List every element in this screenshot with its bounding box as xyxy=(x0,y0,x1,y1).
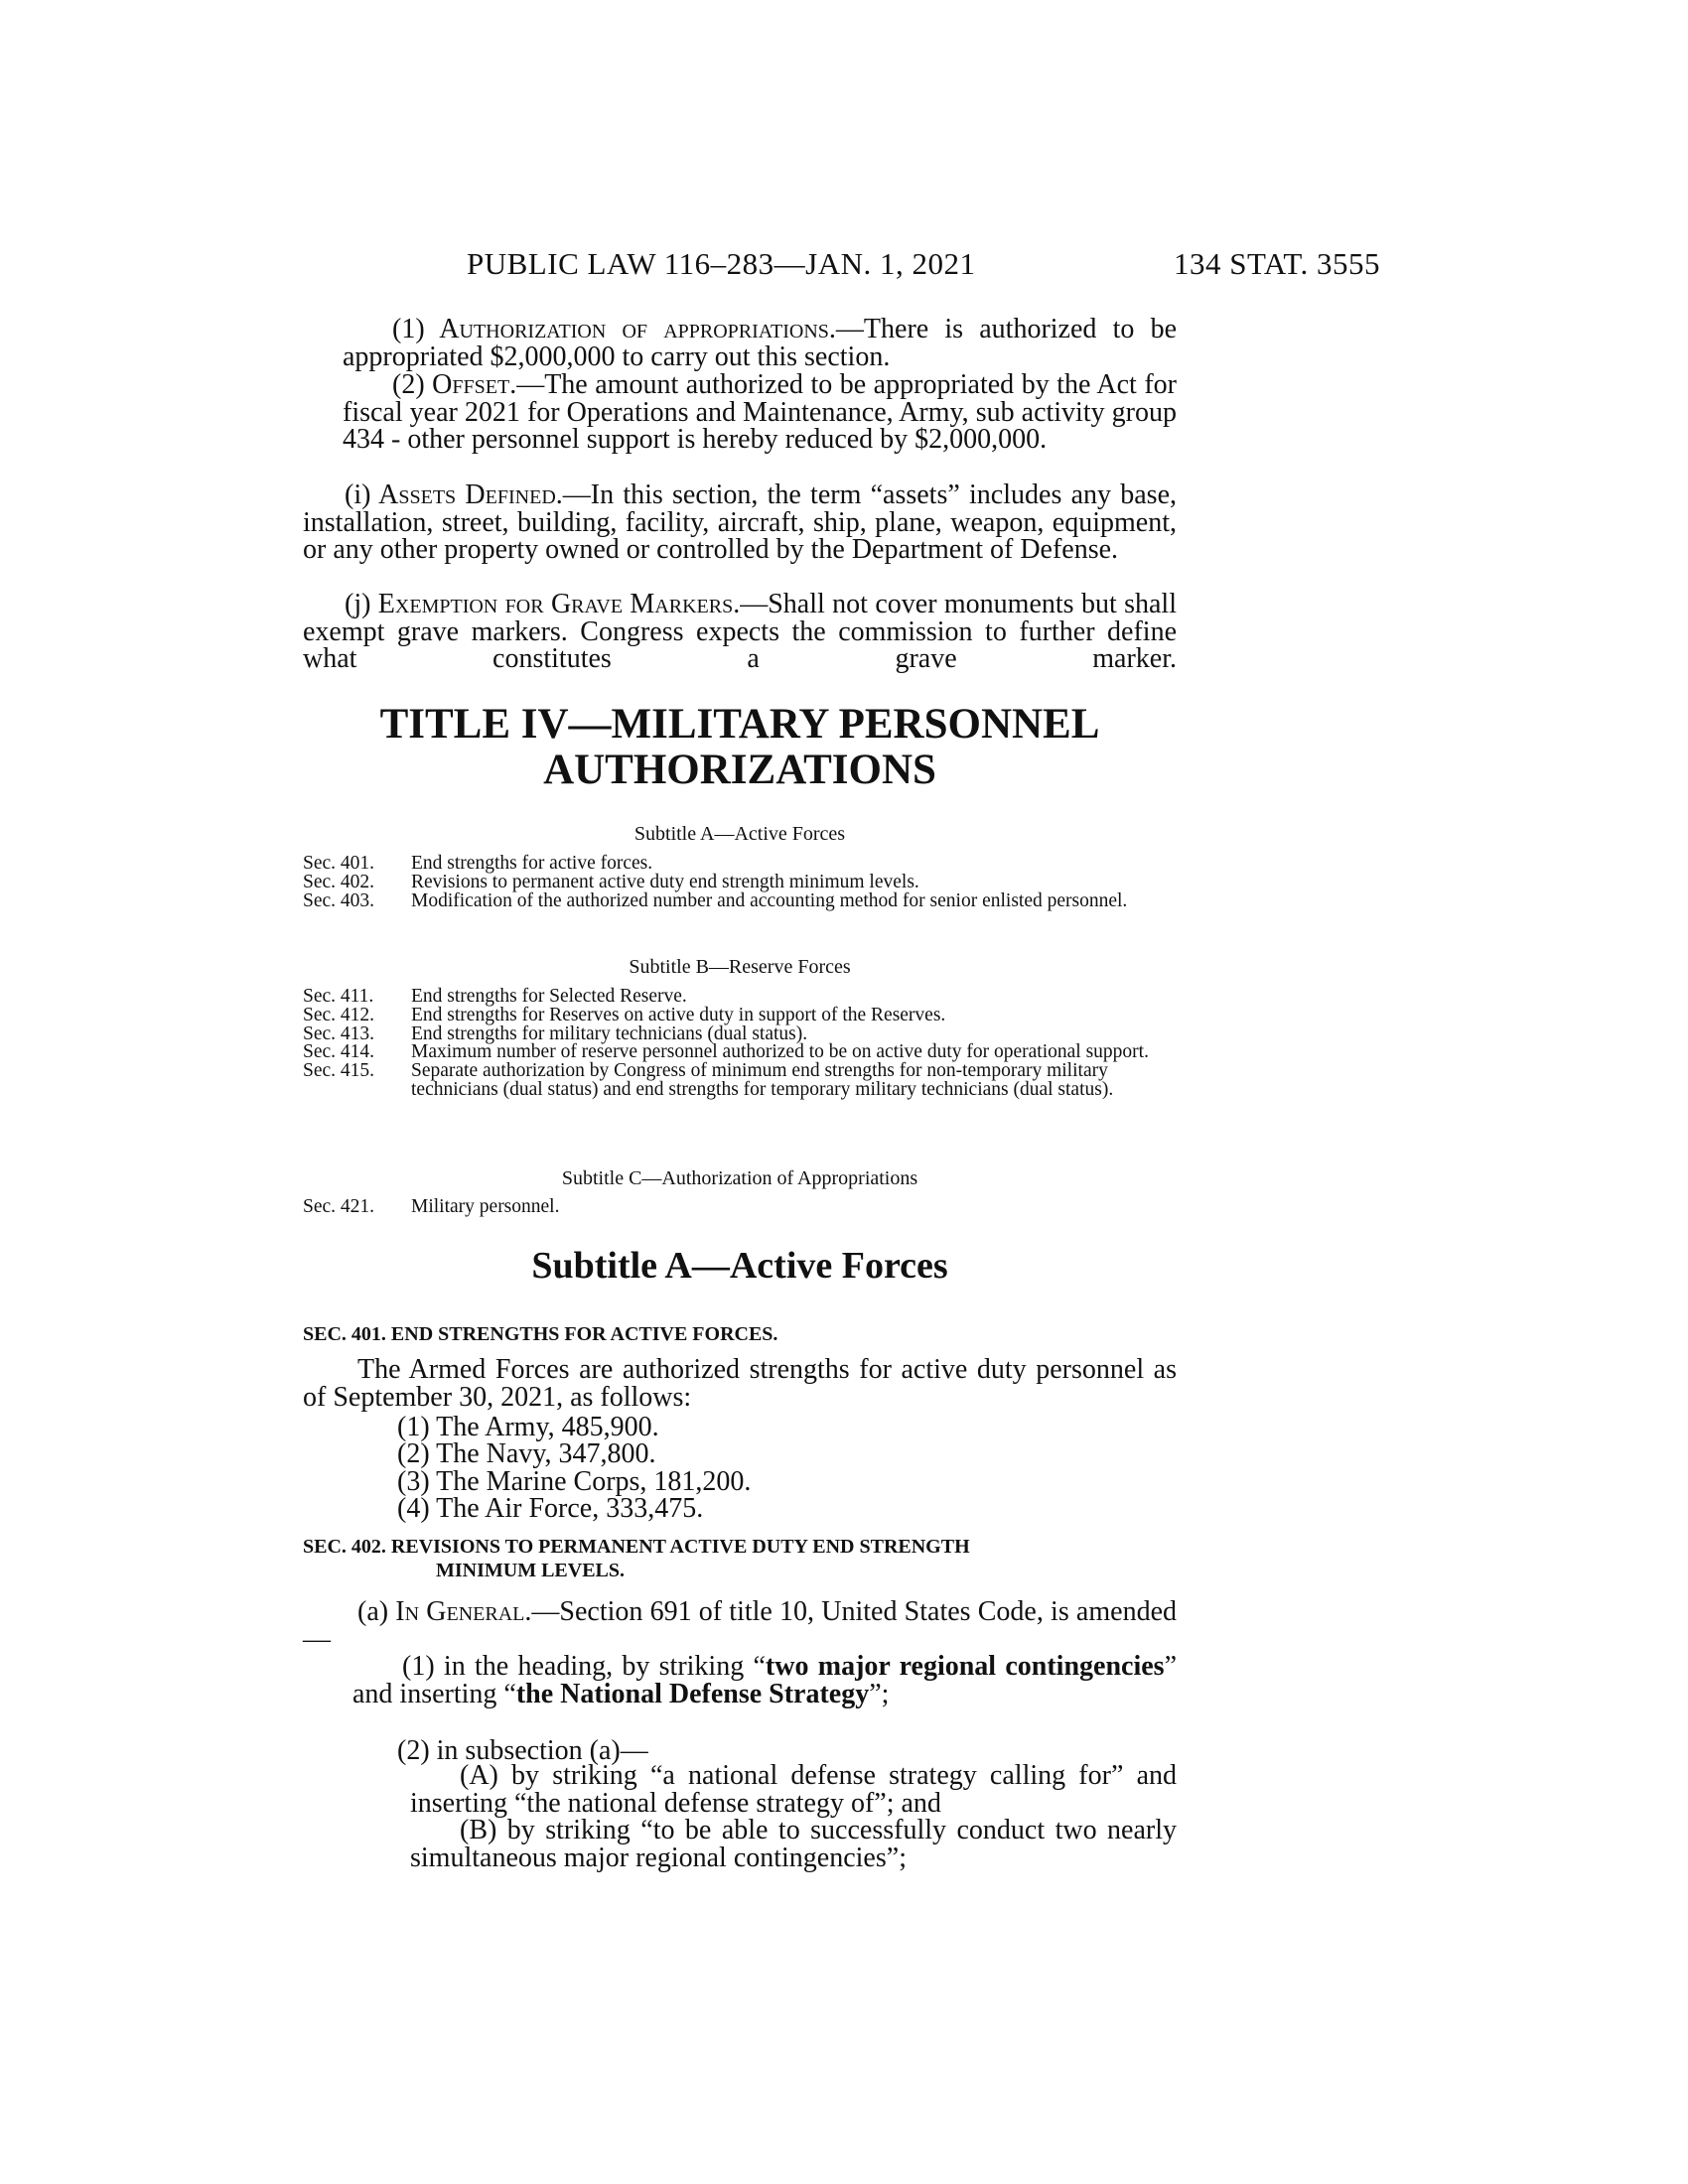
page-header xyxy=(298,246,1380,296)
toc-item: Sec. 421. Military personnel. xyxy=(303,1196,560,1217)
toc-item: Sec. 412. End strengths for Reserves on active duty in support of the Reserves. xyxy=(303,1004,946,1025)
toc-list-b xyxy=(303,988,1177,1100)
toc-subtitle-c: Subtitle C—Authorization of Appropriations xyxy=(561,1167,918,1189)
sec-402-subsection-a: (a) In General.—Section 691 of title 10, United States Code, is amended— xyxy=(303,1596,1177,1655)
sec-401-heading: SEC. 401. END STRENGTHS FOR ACTIVE FORCES. xyxy=(303,1323,778,1345)
title-line-2: AUTHORIZATIONS xyxy=(543,747,936,793)
paragraph-assets-defined: (i) Assets Defined.—In this section, the term “assets” includes any base, installation, street, building, facility, aircraft, ship, plane, weapon, equipment, or any other property owned or controlled by the Department of Defense. xyxy=(303,479,1178,565)
title-heading xyxy=(303,702,1177,793)
toc-item: Sec. 401. End strengths for active forces. xyxy=(303,853,653,874)
sec-401-intro: The Armed Forces are authorized strengths for active duty personnel as of September 30, 2021, as follows: xyxy=(303,1354,1177,1413)
sec-402-item-1: (1) in the heading, by striking “two major regional contingencies” and inserting “the National Defense Strategy”; xyxy=(352,1651,1177,1709)
toc-subtitle-b: Subtitle B—Reserve Forces xyxy=(629,956,851,978)
sec-401-item-army: (1) The Army, 485,900. xyxy=(397,1412,659,1442)
toc-item: Sec. 411. End strengths for Selected Reserve. xyxy=(303,986,687,1007)
sec-401-item-navy: (2) The Navy, 347,800. xyxy=(397,1438,656,1469)
subtitle-a-heading: Subtitle A—Active Forces xyxy=(531,1245,948,1287)
sec-402-item-2: (2) in subsection (a)— xyxy=(397,1735,648,1766)
toc-item: Sec. 413. End strengths for military technicians (dual status). xyxy=(303,1023,808,1044)
sec-401-item-marine-corps: (3) The Marine Corps, 181,200. xyxy=(397,1466,752,1497)
toc-item: Sec. 414. Maximum number of reserve personnel authorized to be on active duty for operational support. xyxy=(303,1041,1149,1063)
statute-page-number: 134 STAT. 3555 xyxy=(1173,246,1380,281)
toc-list-a xyxy=(303,855,1177,910)
running-head: PUBLIC LAW 116–283—JAN. 1, 2021 xyxy=(467,246,976,281)
sec-402-item-B: (B) by striking “to be able to successfully conduct two nearly simultaneous major regional contingencies”; xyxy=(410,1815,1177,1873)
paragraph-exemption-grave-markers: (j) Exemption for Grave Markers.—Shall not cover monuments but shall exempt grave markers. Congress expects the commission to further define what constitutes a grave marker. xyxy=(303,589,1177,674)
toc-item: Sec. 402. Revisions to permanent active duty end strength minimum levels. xyxy=(303,871,919,892)
toc-subtitle-a: Subtitle A—Active Forces xyxy=(633,823,846,845)
sec-401-item-air-force: (4) The Air Force, 333,475. xyxy=(397,1493,704,1524)
paragraph-authorization-of-appropriations: (1) Authorization of appropriations.—There is authorized to be appropriated $2,000,000 to carry out this section. xyxy=(343,314,1177,372)
sec-402-heading: SEC. 402. REVISIONS TO PERMANENT ACTIVE DUTY END STRENGTH MINIMUM LEVELS. xyxy=(303,1536,970,1581)
toc-list-c xyxy=(303,1198,1177,1217)
paragraph-offset: (2) Offset.—The amount authorized to be appropriated by the Act for fiscal year 2021 for Operations and Maintenance, Army, sub activity group 434 - other personnel support is hereby reduced by $2,000,000. xyxy=(343,369,1177,455)
title-line-1: TITLE IV—MILITARY PERSONNEL xyxy=(379,701,1100,748)
sec-402-item-A: (A) by striking “a national defense strategy calling for” and inserting “the national defense strategy of”; and xyxy=(410,1760,1177,1819)
toc-item: Sec. 415. Separate authorization by Congress of minimum end strengths for non-temporary military technicians (dual status) and end strengths for temporary military technicians (dual status). xyxy=(303,1060,1114,1100)
toc-item: Sec. 403. Modification of the authorized number and accounting method for senior enlisted personnel. xyxy=(303,889,1128,911)
